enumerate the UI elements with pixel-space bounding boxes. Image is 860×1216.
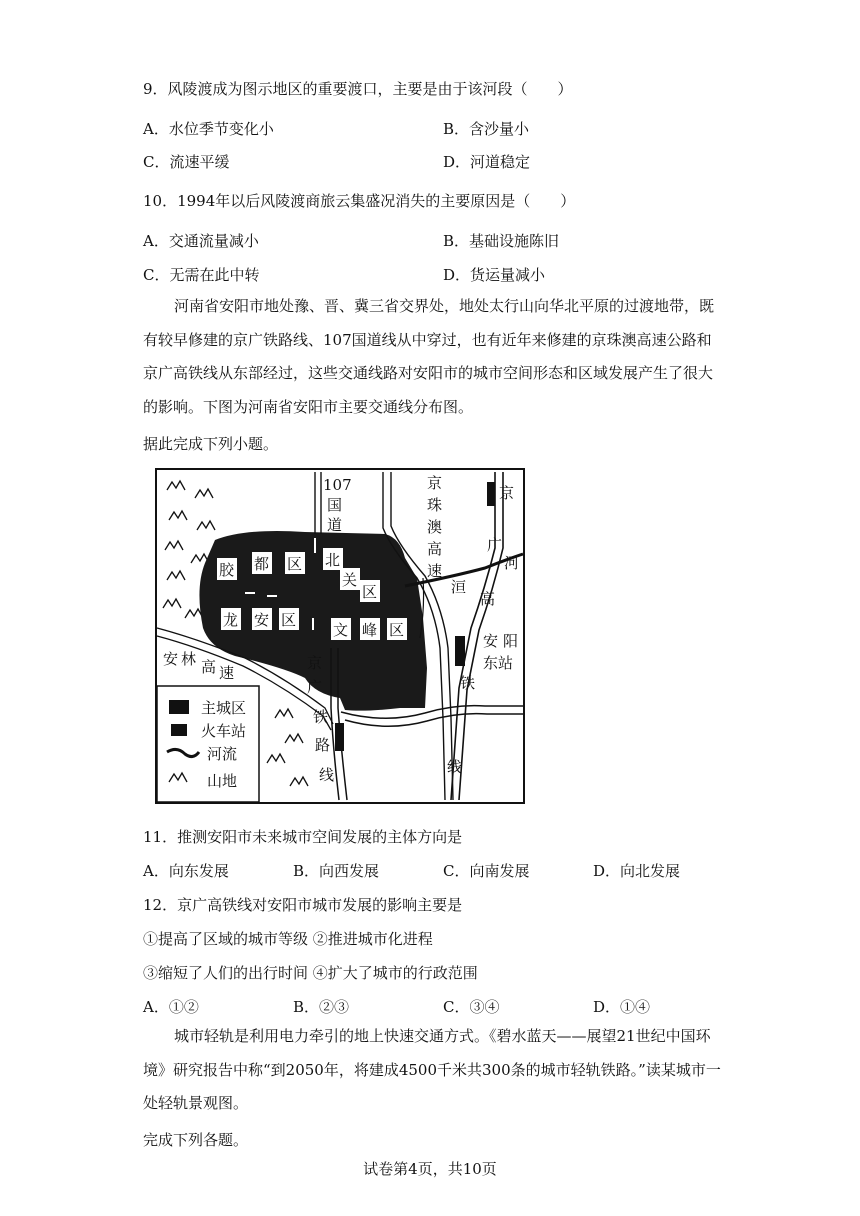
district-beiguan-3: 区 [362, 583, 378, 601]
district-wenfeng-1: 文 [333, 621, 349, 639]
district-beiguan-2: 关 [342, 571, 358, 589]
q9-option-a: A．水位季节变化小 [143, 120, 274, 138]
label-rail-4: 路 [315, 736, 331, 754]
label-expressway-1: 京 [427, 474, 443, 492]
q12-stem: 12．京广高铁线对安阳市城市发展的影响主要是 [143, 896, 463, 914]
q12-option-b: B．②③ [293, 998, 350, 1016]
railway-station-marker [335, 723, 344, 751]
q12-option-c: C．③④ [443, 998, 500, 1016]
label-hsr-xian: 线 [447, 758, 463, 776]
label-anlin-2: 林 [181, 650, 197, 668]
legend-mountain: 山地 [207, 772, 238, 790]
label-hsr-jing: 京 [499, 484, 515, 502]
instruction-2: 完成下列各题。 [143, 1131, 249, 1149]
label-expressway-3: 澳 [427, 518, 443, 536]
q10-option-c: C．无需在此中转 [143, 266, 260, 284]
label-107: 107 [323, 476, 352, 494]
label-station-an: 安 [483, 632, 499, 650]
district-wenfeng-3: 区 [389, 621, 405, 639]
label-expressway-4: 高 [427, 540, 443, 558]
legend-river: 河流 [207, 745, 238, 763]
label-station-east: 东站 [483, 654, 514, 672]
q11-option-d: D．向北发展 [593, 862, 681, 880]
label-rail-1: 京 [307, 654, 323, 672]
instruction-1: 据此完成下列小题。 [143, 435, 279, 453]
passage-light-rail: 城市轻轨是利用电力牵引的地上快速交通方式。《碧水蓝天——展望21世纪中国环境》研究报告中称“到2050年，将建成4500千米共300条的城市轻轨铁路。”读某城市一处轻轨景观图。 [143, 1027, 721, 1112]
q11-option-a: A．向东发展 [143, 862, 229, 880]
q10-stem: 10．1994年以后风陵渡商旅云集盛况消失的主要原因是（ ） [143, 192, 576, 210]
q12-statement-1: ①提高了区域的城市等级 ②推进城市化进程 [143, 930, 433, 948]
q9-option-d: D．河道稳定 [443, 153, 531, 171]
anyang-east-station-marker [455, 636, 465, 666]
label-dao: 道 [327, 516, 343, 534]
label-expressway-5: 速 [427, 562, 443, 580]
q11-stem: 11．推测安阳市未来城市空间发展的主体方向是 [143, 828, 463, 846]
q9-stem: 9．风陵渡成为图示地区的重要渡口，主要是由于该河段（ ） [143, 80, 573, 98]
anyang-transport-map [155, 468, 525, 804]
label-anlin-1: 安 [163, 650, 179, 668]
district-beiguan-1: 北 [325, 551, 341, 569]
district-jiaodu-1: 胶 [219, 561, 235, 579]
hsr-station-marker-top [487, 482, 495, 506]
label-guo: 国 [327, 496, 343, 514]
legend-station: 火车站 [201, 722, 247, 740]
label-hsr-gao: 高 [480, 590, 496, 608]
legend-station-swatch [171, 724, 187, 736]
q12-option-d: D．①④ [593, 998, 651, 1016]
q10-option-d: D．货运量减小 [443, 266, 546, 284]
q12-option-a: A．①② [143, 998, 199, 1016]
label-hsr-guang: 广 [487, 536, 503, 554]
label-huan-river: 洹 [451, 578, 467, 596]
label-he: 河 [504, 554, 520, 572]
q10-option-b: B．基础设施陈旧 [443, 232, 560, 250]
label-rail-5: 线 [319, 766, 335, 784]
legend-urban-swatch [169, 700, 189, 714]
label-rail-3: 铁 [313, 708, 329, 726]
district-jiaodu-2: 都 [254, 555, 270, 573]
district-longan-1: 龙 [223, 611, 239, 629]
district-longan-2: 安 [254, 611, 270, 629]
q12-statement-2: ③缩短了人们的出行时间 ④扩大了城市的行政范围 [143, 964, 478, 982]
district-longan-3: 区 [281, 611, 297, 629]
label-rail-2: 广 [307, 678, 323, 696]
label-anlin-4: 速 [219, 664, 235, 682]
legend-urban: 主城区 [201, 699, 247, 717]
q11-option-b: B．向西发展 [293, 862, 380, 880]
label-expressway-2: 珠 [427, 496, 443, 514]
q11-option-c: C．向南发展 [443, 862, 530, 880]
district-jiaodu-3: 区 [287, 555, 303, 573]
q9-option-b: B．含沙量小 [443, 120, 530, 138]
page-footer: 试卷第4页，共10页 [363, 1160, 497, 1178]
label-anlin-3: 高 [201, 658, 217, 676]
label-station-yang: 阳 [503, 632, 519, 650]
q10-option-a: A．交通流量减小 [143, 232, 259, 250]
q9-option-c: C．流速平缓 [143, 153, 230, 171]
passage-anyang: 河南省安阳市地处豫、晋、冀三省交界处，地处太行山向华北平原的过渡地带，既有较早修建的京广铁路线、107国道线从中穿过，也有近年来修建的京珠澳高速公路和京广高铁线从东部经过，这些交通线路对安阳市的城市空间形态和区域发展产生了很大的影响。下图为河南省安阳市主要交通线分布图。 [143, 297, 715, 416]
district-wenfeng-2: 峰 [362, 621, 378, 639]
label-hsr-tie: 铁 [460, 674, 476, 692]
